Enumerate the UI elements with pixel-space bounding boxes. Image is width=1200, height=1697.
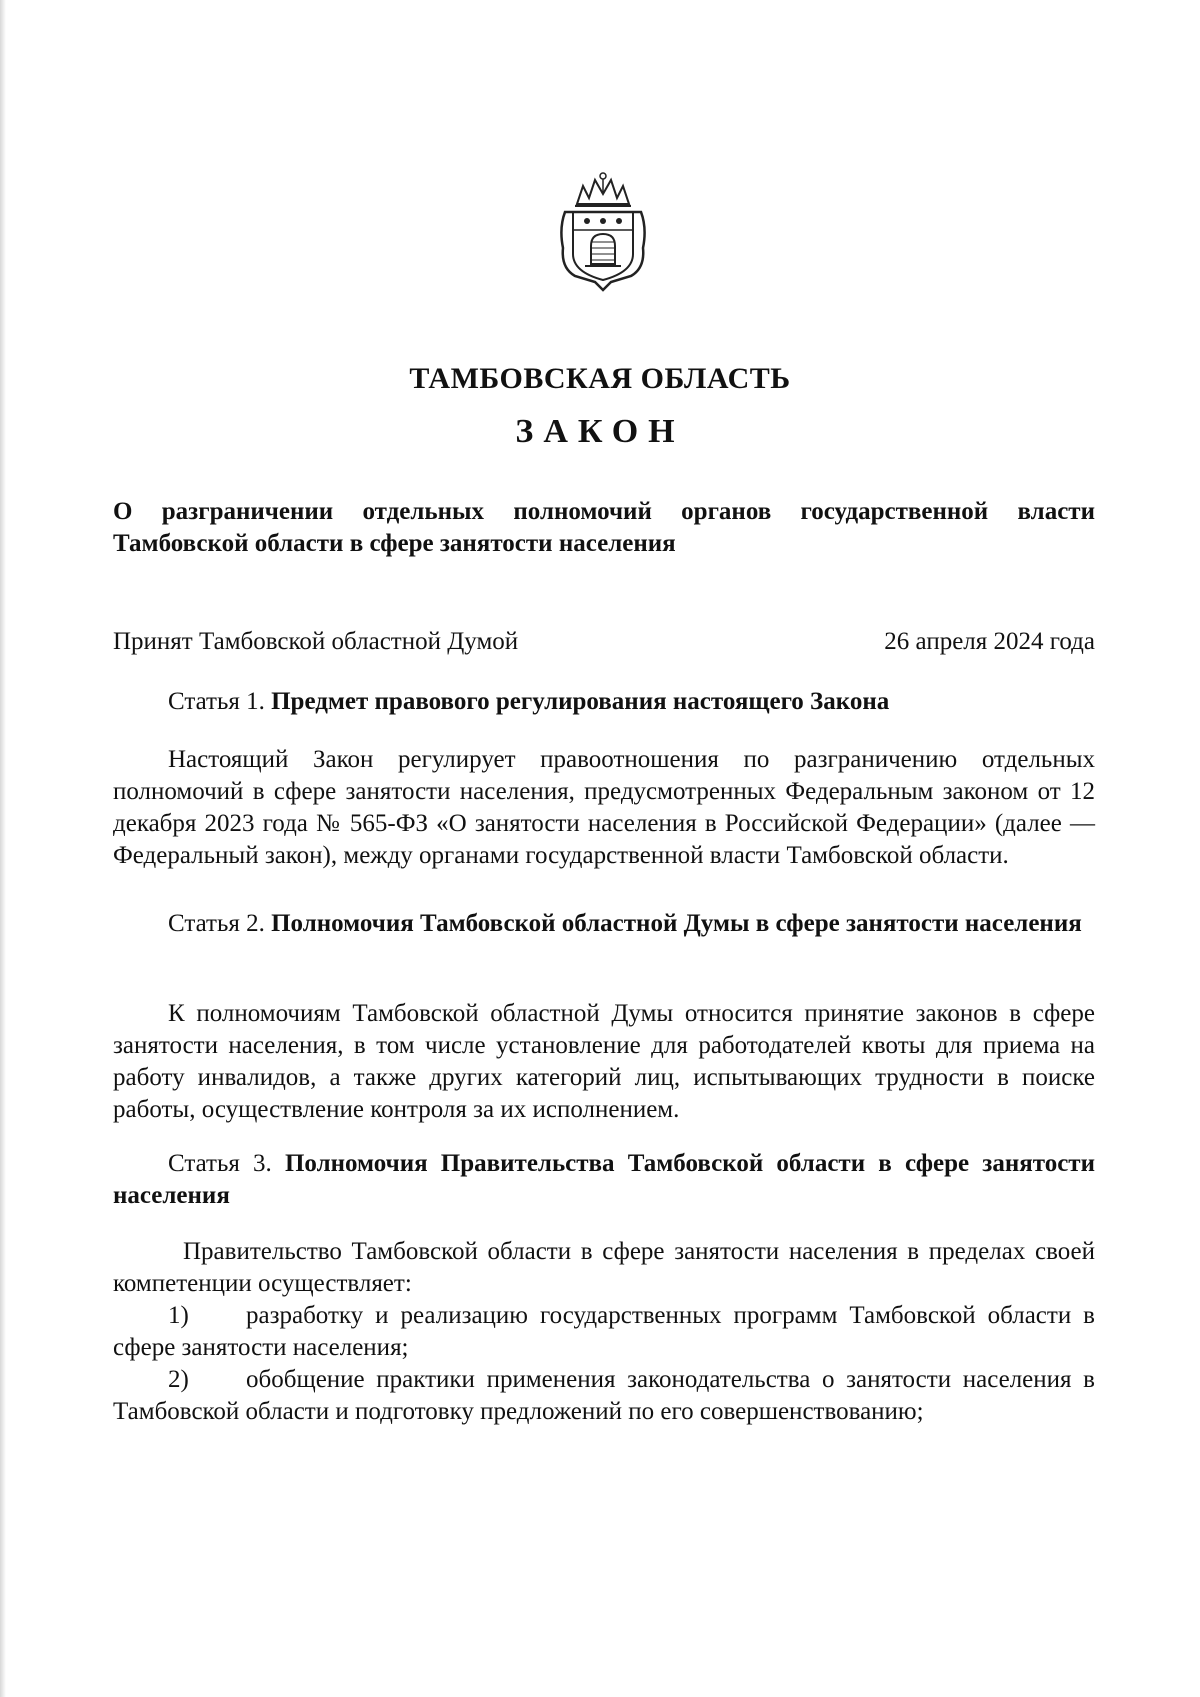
adoption-date: 26 апреля 2024 года bbox=[884, 628, 1095, 655]
article-2-body bbox=[113, 998, 1095, 1126]
list-item bbox=[113, 1364, 1095, 1428]
article-1 bbox=[113, 686, 1095, 718]
article-2 bbox=[113, 908, 1095, 940]
adopted-by: Принят Тамбовской областной Думой bbox=[113, 628, 519, 655]
article-label: Статья 2. bbox=[168, 910, 265, 937]
scan-edge bbox=[0, 0, 6, 1697]
article-heading bbox=[113, 1148, 1095, 1212]
article-title: Полномочия Тамбовской областной Думы в сфере занятости населения bbox=[271, 910, 1082, 937]
region-name: ТАМБОВСКАЯ ОБЛАСТЬ bbox=[409, 362, 791, 395]
adoption-line bbox=[113, 626, 1095, 658]
article-label: Статья 3. bbox=[168, 1150, 272, 1177]
list-item-text: разработку и реализацию государственных программ Тамбовской области в сфере занятости населения; bbox=[113, 1302, 1095, 1361]
article-title: Полномочия Правительства Тамбовской области в сфере занятости населения bbox=[113, 1150, 1095, 1209]
document-type: ЗАКОН bbox=[515, 413, 685, 450]
article-title: Предмет правового регулирования настоящего Закона bbox=[271, 688, 890, 715]
article-1-body bbox=[113, 744, 1095, 872]
law-title: О разграничении отдельных полномочий органов государственной власти Тамбовской области в сфере занятости населения bbox=[113, 498, 1095, 557]
article-text: Настоящий Закон регулирует правоотношения по разграничению отдельных полномочий в сфере занятости населения, предусмотренных Федеральным законом от 12 декабря 2023 года № 565-ФЗ «О занятости населения в Российской Федерации» (далее — Федеральный закон), между органами государственной власти Тамбовской области. bbox=[113, 746, 1095, 869]
article-3-body bbox=[113, 1236, 1095, 1428]
article-text: Правительство Тамбовской области в сфере занятости населения в пределах своей компетенции осуществляет: bbox=[113, 1238, 1095, 1297]
list-item-text: обобщение практики применения законодательства о занятости населения в Тамбовской области и подготовку предложений по его совершенствованию; bbox=[113, 1366, 1095, 1425]
list-item bbox=[113, 1300, 1095, 1364]
article-text: К полномочиям Тамбовской областной Думы относится принятие законов в сфере занятости населения, в том числе установление для работодателей квоты для приема на работу инвалидов, а также других категорий лиц, испытывающих трудности в поиске работы, осуществление контроля за их исполнением. bbox=[113, 1000, 1095, 1123]
article-heading bbox=[113, 686, 1095, 718]
tambov-coat-of-arms-icon bbox=[555, 168, 651, 292]
article-heading bbox=[113, 908, 1095, 940]
list-item-number: 2) bbox=[168, 1366, 189, 1393]
article-3 bbox=[113, 1148, 1095, 1212]
article-label: Статья 1. bbox=[168, 688, 265, 715]
list-item-number: 1) bbox=[168, 1302, 189, 1329]
